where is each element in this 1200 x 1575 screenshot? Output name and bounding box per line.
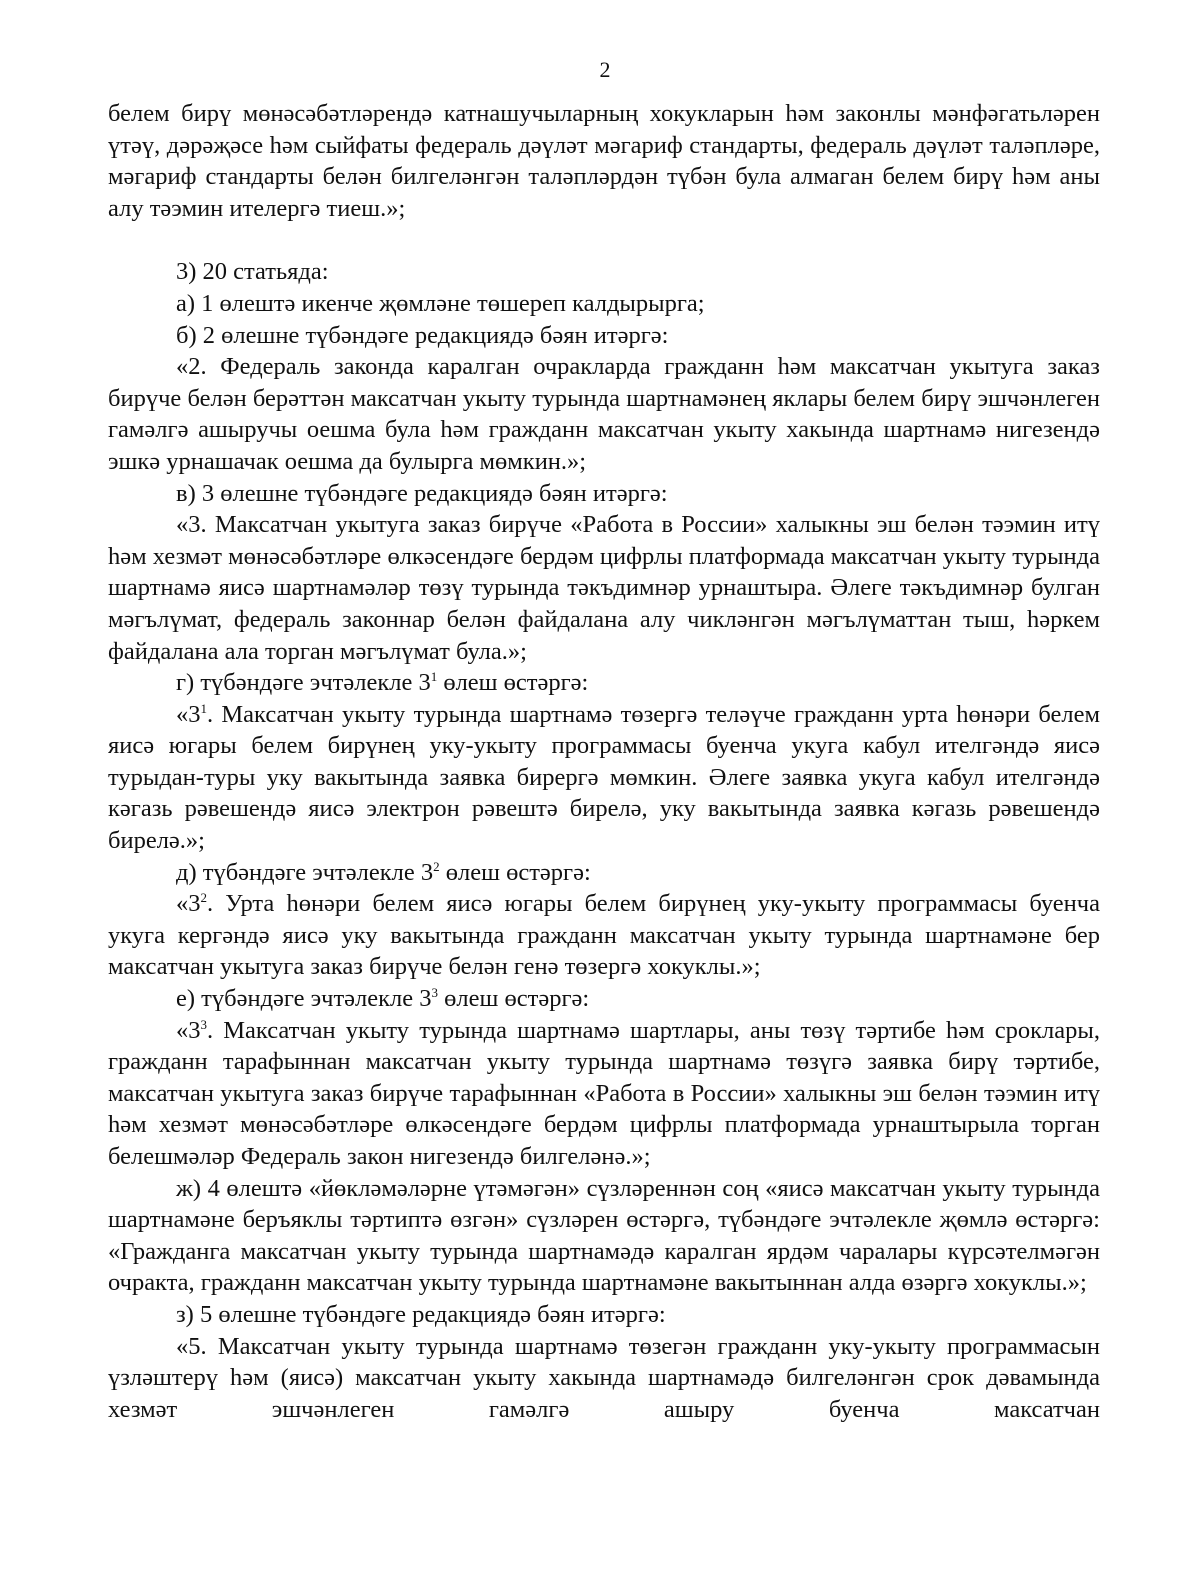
superscript: 1 bbox=[430, 668, 438, 684]
text-fragment: . Максатчан укыту турында шартнамә төзергә теләүче гражданн урта һөнәри белем яисә югары белем бирүнең уку-укыту программасы буенча укуга кабул ителгәндә яисә турыдан-туры уку вакытында заявка бирергә мөмкин. Әлеге заявка укуга кабул ителгәндә кәгазь рәвешендә яисә электрон рәвештә бирелә, уку вакытында заявка кәгазь рәвешендә бирелә.»; bbox=[108, 700, 1100, 855]
superscript: 1 bbox=[200, 700, 207, 716]
subitem-e bbox=[108, 983, 1100, 1015]
superscript: 3 bbox=[431, 984, 439, 1000]
subitem-v: в) 3 өлешне түбәндәге редакциядә бәян итәргә: bbox=[176, 479, 668, 507]
subitem-zh: ж) 4 өлештә «йөкләмәләрне үтәмәгән» сүзләреннән соң «яисә максатчан укыту турында шартнамәне беръяклы тәртиптә өзгән» сүзләрен өстәргә, түбәндәге эчтәлекле җөмлә өстәргә: «Гражданга максатчан укыту турында шартнамәдә каралган ярдәм чаралары күрсәтелмәгән очракта, гражданн максатчан укыту турында шартнамәне вакытыннан алда өзәргә хокуклы.»; bbox=[108, 1174, 1100, 1297]
text-fragment: өлеш өстәргә: bbox=[437, 669, 589, 697]
text-fragment: д) түбәндәге эчтәлекле 3 bbox=[176, 858, 434, 886]
quoted-part-3-3 bbox=[108, 1015, 1100, 1173]
paragraph-continuation: белем бирү мөнәсәбәтләрендә катнашучыларның хокукларын һәм законлы мәнфәгатьләрен үтәү, дәрәҗәсе һәм сыйфаты федераль дәүләт мәгариф стандарты, федераль дәүләт таләпләре, мәгариф стандарты белән билгеләнгән таләпләрдән түбән була алмаган белем бирү һәм аны алу тәэмин ителергә тиеш.»; bbox=[108, 100, 1100, 222]
quoted-part-2: «2. Федераль законда каралган очракларда гражданн һәм максатчан укытуга заказ бирүче белән берәттән максатчан укыту турында шартнамәнең яклары белем бирү эшчәнлеген гамәлгә ашыручы оешма була һәм гражданн максатчан укыту хакында шартнамә нигезендә эшкә урнашачак оешма да булырга мөмкин.»; bbox=[108, 353, 1100, 475]
text-fragment: е) түбәндәге эчтәлекле 3 bbox=[176, 985, 432, 1013]
superscript: 3 bbox=[200, 1016, 207, 1032]
text-fragment: өлеш өстәргә: bbox=[439, 858, 591, 886]
page-number: 2 bbox=[599, 57, 611, 82]
paragraph-gap bbox=[108, 224, 1100, 256]
text-fragment: . Урта һөнәри белем яисә югары белем бирүнең уку-укыту программасы буенча укуга кергәндә яисә уку вакытында гражданн максатчан укыту турында шартнамәне бер максатчан укытуга заказ бирүче белән генә төзергә хокуклы.»; bbox=[108, 890, 1100, 981]
subitem-b: б) 2 өлешне түбәндәге редакциядә бәян итәргә: bbox=[176, 321, 669, 349]
superscript: 2 bbox=[200, 890, 207, 906]
quoted-part-3-1 bbox=[108, 699, 1100, 857]
text-fragment: «3 bbox=[176, 890, 201, 918]
text-fragment: . Максатчан укыту турында шартнамә шартлары, аны төзү тәртибе һәм сроклары, гражданн тарафыннан максатчан укыту турында шартнамә төзүгә заявка бирү тәртибе, максатчан укытуга заказ бирүче тарафыннан «Работа в России» халыкны эш белән тәэмин итү һәм хезмәт мөнәсәбәтләре өлкәсендәге бердәм цифрлы платформада урнаштырыла торган белешмәләр Федераль закон нигезендә билгеләнә.»; bbox=[108, 1016, 1100, 1170]
quoted-part-5: «5. Максатчан укыту турында шартнамә төзегән гражданн уку-укыту программасын үзләштерү һәм (яисә) максатчан укыту хакында шартнамәдә билгеләнгән срок дәвамында хезмәт эшчәнлеген гамәлгә ашыру буенча максатчан bbox=[108, 1332, 1100, 1423]
subitem-z: з) 5 өлешне түбәндәге редакциядә бәян итәргә: bbox=[176, 1300, 666, 1328]
text-fragment: өлеш өстәргә: bbox=[438, 985, 590, 1013]
subitem-g bbox=[108, 667, 1100, 699]
text-fragment: «3 bbox=[176, 700, 201, 728]
subitem-d bbox=[108, 857, 1100, 889]
item-3-heading: 3) 20 статьяда: bbox=[176, 258, 329, 286]
text-fragment: г) түбәндәге эчтәлекле 3 bbox=[176, 669, 431, 697]
superscript: 2 bbox=[433, 858, 440, 874]
text-fragment: «3 bbox=[176, 1016, 201, 1044]
document-body bbox=[108, 98, 1100, 1425]
quoted-part-3: «3. Максатчан укытуга заказ бирүче «Работа в России» халыкны эш белән тәэмин итү һәм хезмәт мөнәсәбәтләре өлкәсендәге бердәм цифрлы платформада максатчан укыту турында шартнамә яисә шартнамәләр төзү турында тәкъдимнәр урнаштыра. Әлеге тәкъдимнәр булган мәгълүмат, федераль законнар белән файдалана алу чикләнгән мәгълүматтан тыш, һәркем файдалана ала торган мәгълүмат була.»; bbox=[108, 511, 1100, 665]
quoted-part-3-2 bbox=[108, 888, 1100, 983]
subitem-a: а) 1 өлештә икенче җөмләне төшереп калдырырга; bbox=[176, 289, 705, 317]
